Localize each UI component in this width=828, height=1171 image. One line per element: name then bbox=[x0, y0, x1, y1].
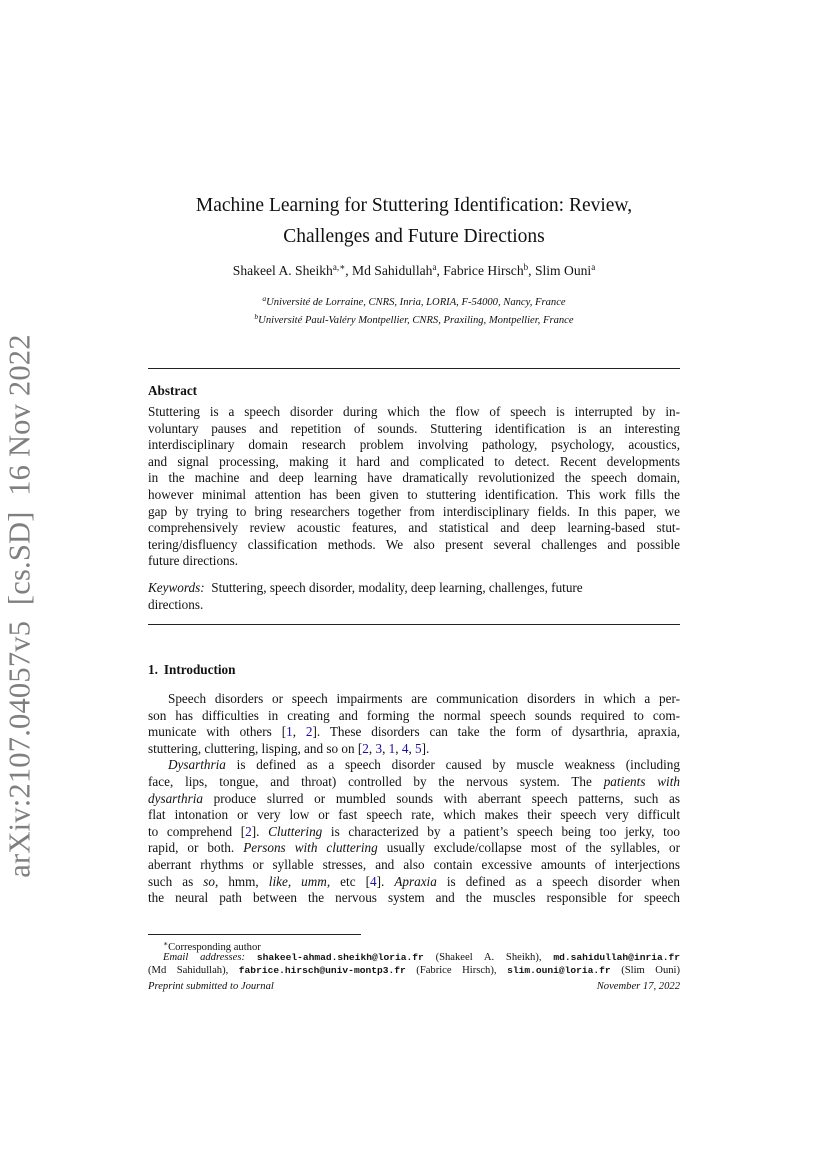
text: Cluttering bbox=[268, 823, 323, 839]
text: is characterized by a patient’s speech being too jerky, too bbox=[322, 823, 680, 839]
body-line bbox=[148, 774, 680, 791]
author-name: Shakeel A. Sheikh bbox=[232, 263, 333, 278]
corresponding-author-note bbox=[148, 937, 680, 951]
text: is defined as a speech disorder when bbox=[436, 873, 680, 889]
keywords-line bbox=[148, 580, 680, 597]
abstract-line: and signal processing, making it hard and complicated to detect. Recent developments bbox=[148, 453, 680, 469]
citation-link[interactable]: 2 bbox=[362, 740, 369, 756]
citation-link[interactable]: 2 bbox=[305, 724, 313, 740]
text bbox=[291, 874, 301, 889]
footnote-rule bbox=[148, 934, 361, 935]
body-line: Speech disorders or speech impairments are communication disorders in which a per- bbox=[168, 691, 680, 706]
author-name: Fabrice Hirsch bbox=[443, 263, 524, 278]
text: dysarthria bbox=[148, 790, 203, 806]
intro-body bbox=[148, 691, 680, 907]
arxiv-category: [cs.SD] bbox=[2, 511, 37, 606]
footnote-mark: ∗ bbox=[163, 939, 169, 948]
text: ]. bbox=[421, 740, 430, 756]
text: Apraxia bbox=[394, 873, 437, 889]
preprint-note: Preprint submitted to Journal bbox=[148, 981, 274, 992]
paper-title bbox=[148, 190, 680, 252]
author-affil-mark: a,∗ bbox=[332, 262, 346, 272]
abstract-line: future directions. bbox=[148, 553, 239, 569]
text: so, bbox=[203, 873, 219, 889]
section-number: 1. bbox=[148, 662, 158, 677]
text: (Slim Ouni) bbox=[621, 965, 681, 977]
section-title: Introduction bbox=[163, 662, 236, 677]
keywords-label: Keywords: bbox=[148, 580, 205, 595]
affiliation-text: Université de Lorraine, CNRS, Inria, LORIA, F-54000, Nancy, France bbox=[266, 297, 566, 308]
body-line: son has difficulties in creating and forming the normal speech sounds required to com- bbox=[148, 707, 680, 723]
body-line bbox=[148, 840, 680, 857]
citation-link[interactable]: 2 bbox=[245, 823, 252, 839]
text: is defined as a speech disorder caused by muscle weakness (including bbox=[225, 757, 680, 773]
citation-link[interactable]: 3 bbox=[375, 740, 383, 756]
body-line bbox=[148, 757, 680, 774]
body-line: stuttering, cluttering, lisping, and so on [2, 3, 1, 4, 5]. bbox=[148, 740, 430, 756]
body-line bbox=[148, 724, 680, 741]
text: patients with bbox=[603, 773, 680, 789]
text: Corresponding author bbox=[168, 942, 261, 953]
body-line bbox=[148, 874, 680, 891]
abstract-line: Stuttering is a speech disorder during which the flow of speech is interrupted by in- bbox=[148, 404, 680, 419]
text: (Shakeel A. Sheikh), bbox=[435, 951, 542, 963]
email-line bbox=[148, 951, 680, 965]
text: (Fabrice Hirsch), bbox=[416, 965, 497, 977]
preprint-date: November 17, 2022 bbox=[596, 981, 680, 992]
abstract-line: comprehensively review acoustic features, and statistical and deep learning-based stut- bbox=[148, 520, 680, 536]
text: usually exclude/collapse most of the syllables, or bbox=[377, 840, 680, 856]
citation-link[interactable]: 4 bbox=[401, 740, 409, 756]
abstract-line: voluntary pauses and repetition of sounds. Stuttering identification is an interesting bbox=[148, 420, 680, 436]
text: Email addresses: bbox=[163, 951, 246, 963]
email-line bbox=[148, 964, 680, 978]
title-line-1: Machine Learning for Stuttering Identification: Review, bbox=[195, 195, 633, 216]
text: to comprehend [ bbox=[148, 823, 246, 839]
affiliation-mark: b bbox=[254, 312, 259, 321]
author-affil-mark: a bbox=[591, 262, 596, 272]
title-line-2: Challenges and Future Directions bbox=[283, 226, 545, 247]
affiliations bbox=[148, 292, 680, 328]
citation-link[interactable]: 1 bbox=[286, 724, 293, 740]
preprint-footer bbox=[148, 981, 680, 992]
body-line: the neural path between the nervous system and the muscles responsible for speech bbox=[148, 890, 680, 906]
text: ]. bbox=[251, 823, 269, 839]
text: municate with others [ bbox=[148, 724, 287, 740]
text: umm, bbox=[301, 873, 331, 889]
text: ]. These disorders can take the form of dysarthria, apraxia, bbox=[312, 724, 681, 740]
arxiv-date: 16 Nov 2022 bbox=[2, 334, 37, 496]
email-link[interactable]: slim.ouni@loria.fr bbox=[507, 965, 611, 977]
author-list: Shakeel A. Sheikh$^{a,∗}$, Md Sahidullah$^a$, Fabrice Hirsch$^b$, Slim Ouni$^a$ bbox=[232, 262, 596, 278]
affiliation-b bbox=[148, 310, 680, 328]
abstract-line: however minimal attention has been given to stuttering identification. This work fills the bbox=[148, 486, 680, 502]
body-line: aberrant rhythms or syllable stresses, and also contain excessive amounts of interjections bbox=[148, 856, 680, 872]
keywords-text: Stuttering, speech disorder, modality, deep learning, challenges, future bbox=[211, 580, 583, 595]
text: hmm, bbox=[218, 873, 269, 889]
text: produce slurred or mumbled sounds with aberrant speech patterns, such as bbox=[202, 790, 680, 806]
arxiv-stamp-text bbox=[3, 334, 38, 877]
abstract-body bbox=[148, 404, 680, 570]
text: rapid, or both. bbox=[148, 840, 244, 856]
footnotes bbox=[148, 937, 680, 978]
text: stuttering, cluttering, lisping, and so on [ bbox=[148, 740, 363, 756]
author-affil-mark: a bbox=[432, 262, 437, 272]
text: ]. bbox=[376, 873, 395, 889]
citation-link[interactable]: 5 bbox=[415, 740, 422, 756]
text: etc [ bbox=[330, 873, 370, 889]
citation-link[interactable]: 1 bbox=[388, 740, 396, 756]
body-line bbox=[148, 824, 680, 841]
abstract-line: tering/disfluency classification methods. We also present several challenges and possible bbox=[148, 536, 680, 552]
body-line bbox=[148, 791, 680, 808]
affiliation-a bbox=[148, 292, 680, 310]
arxiv-id: arXiv:2107.04057v5 bbox=[2, 620, 37, 878]
affiliation-mark: a bbox=[262, 294, 267, 303]
citation-link[interactable]: 4 bbox=[369, 873, 377, 889]
text: face, lips, tongue, and throat) controlled by the nervous system. The bbox=[148, 773, 604, 789]
affiliation-text: Université Paul-Valéry Montpellier, CNRS, Praxiling, Montpellier, France bbox=[258, 315, 574, 326]
email-link[interactable]: md.sahidullah@inria.fr bbox=[553, 951, 681, 963]
author-affil-mark: b bbox=[523, 262, 529, 272]
section-heading bbox=[148, 662, 235, 678]
email-link[interactable]: shakeel-ahmad.sheikh@loria.fr bbox=[256, 951, 424, 963]
text: Dysarthria bbox=[168, 757, 226, 773]
author-name: Slim Ouni bbox=[534, 263, 592, 278]
abstract-bottom-rule bbox=[148, 624, 680, 625]
text: like, bbox=[268, 873, 292, 889]
author-name: Md Sahidullah bbox=[352, 263, 433, 278]
text: (Md Sahidullah), bbox=[148, 965, 229, 977]
abstract-line: interdisciplinary domain research problem involving pathology, psychology, acoustics, bbox=[148, 437, 680, 453]
abstract-line: gap by trying to bring researchers together from interdisciplinary fields. In this paper, we bbox=[148, 503, 680, 519]
email-link[interactable]: fabrice.hirsch@univ-montp3.fr bbox=[238, 965, 406, 977]
abstract-top-rule bbox=[148, 368, 680, 369]
abstract-line: in the machine and deep learning have dramatically revolutionized the speech domain, bbox=[148, 470, 680, 486]
keywords bbox=[148, 580, 680, 613]
abstract-heading: Abstract bbox=[148, 383, 198, 398]
body-line: flat intonation or very low or fast speech rate, which makes their speech very difficult bbox=[148, 807, 680, 823]
text: , bbox=[292, 724, 306, 740]
keywords-line: directions. bbox=[148, 596, 204, 612]
text: Persons with cluttering bbox=[243, 840, 378, 856]
text: such as bbox=[148, 873, 204, 889]
